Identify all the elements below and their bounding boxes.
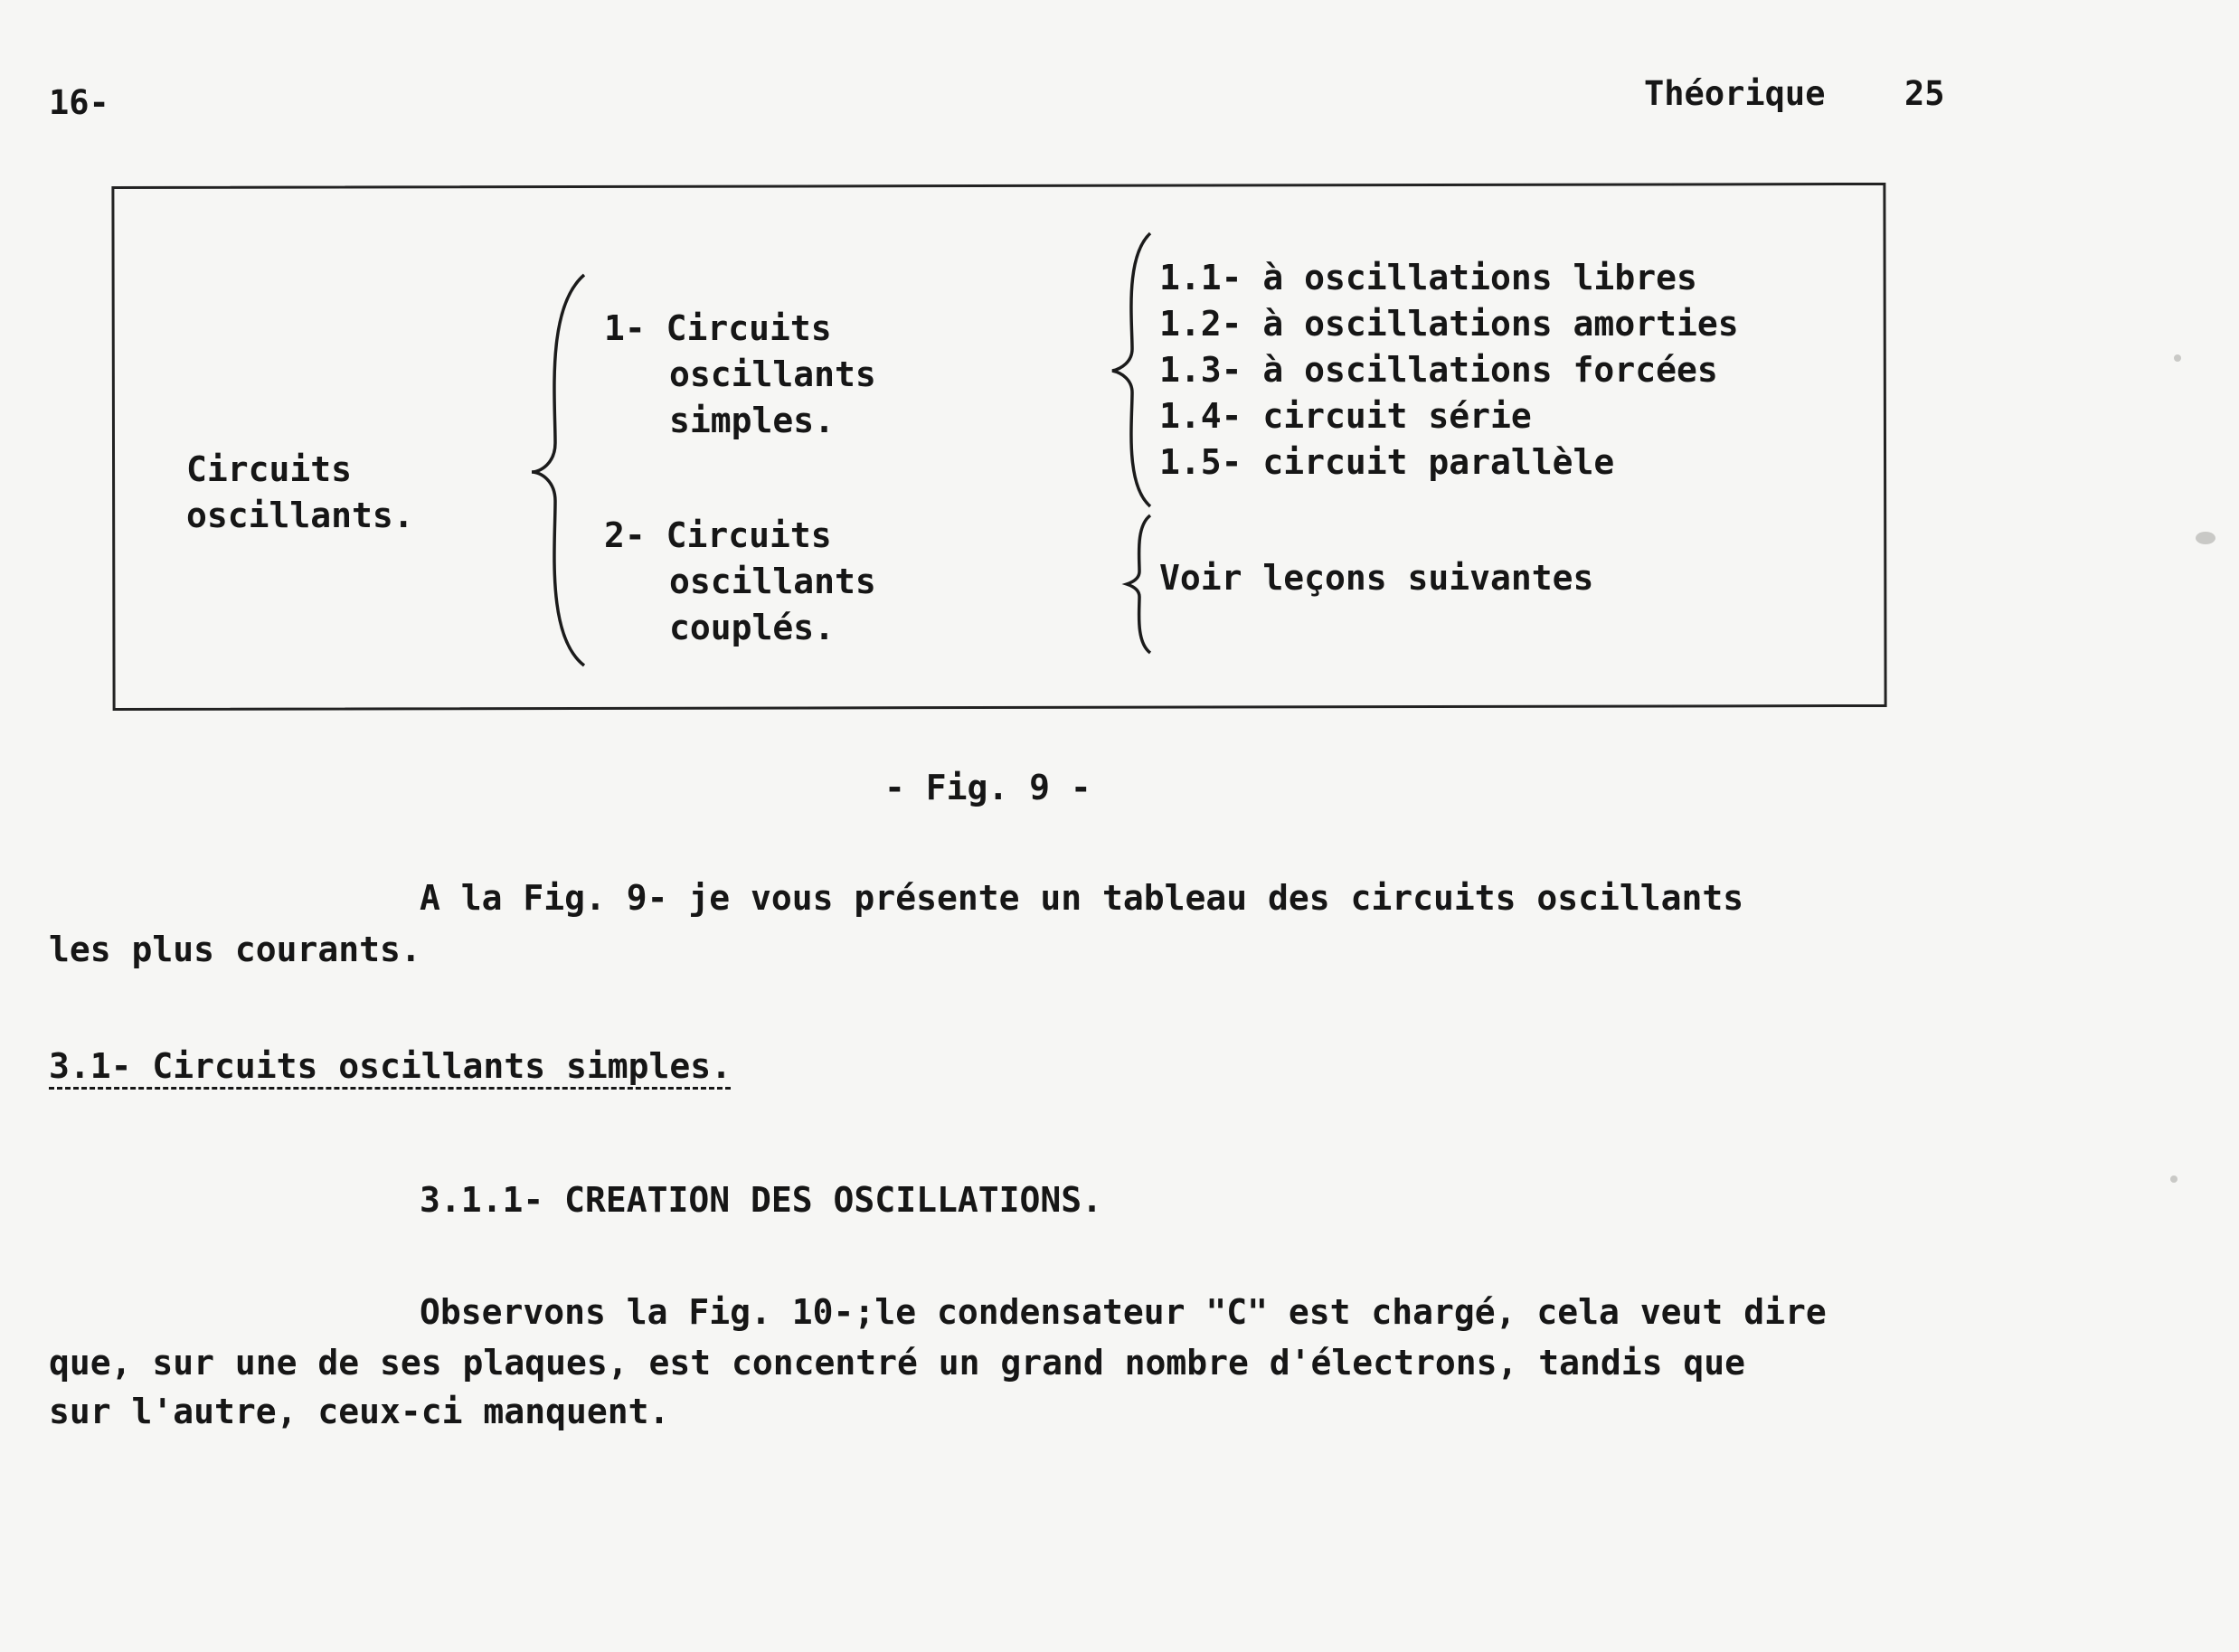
paragraph2-line2: que, sur une de ses plaques, est concentré un grand nombre d'électrons, tandis que xyxy=(49,1343,1745,1383)
section-heading: 3.1- Circuits oscillants simples. xyxy=(49,1046,732,1086)
branch2-line3: couplés. xyxy=(669,608,836,647)
branch1-brace xyxy=(1105,230,1159,510)
branch1-line3: simples. xyxy=(669,401,836,440)
scan-speck xyxy=(2196,532,2215,544)
page-number-left: 16- xyxy=(49,83,109,122)
page-number-right: 25 xyxy=(1904,74,1945,113)
root-label-line2: oscillants. xyxy=(186,496,414,535)
branch1-item-1: 1.1- à oscillations libres xyxy=(1159,258,1697,297)
branch1-item-3: 1.3- à oscillations forcées xyxy=(1159,350,1718,390)
scan-speck xyxy=(2174,354,2181,362)
paragraph1-line2: les plus courants. xyxy=(49,930,421,969)
branch1-line2: oscillants xyxy=(669,354,876,394)
paragraph2-line1: Observons la Fig. 10-;le condensateur "C" est chargé, cela veut dire xyxy=(420,1292,1827,1332)
branch1-item-2: 1.2- à oscillations amorties xyxy=(1159,304,1739,344)
branch2-line1: 2- Circuits xyxy=(604,515,832,555)
figure-caption: - Fig. 9 - xyxy=(884,768,1091,807)
main-brace xyxy=(524,271,597,669)
branch2-line2: oscillants xyxy=(669,562,876,601)
scan-speck xyxy=(2170,1175,2178,1183)
branch2-brace xyxy=(1121,512,1157,656)
paragraph2-line3: sur l'autre, ceux-ci manquent. xyxy=(49,1392,670,1431)
subsection-heading: 3.1.1- CREATION DES OSCILLATIONS. xyxy=(420,1180,1102,1220)
branch1-line1: 1- Circuits xyxy=(604,308,832,348)
branch1-item-4: 1.4- circuit série xyxy=(1159,396,1532,436)
branch1-item-5: 1.5- circuit parallèle xyxy=(1159,442,1615,482)
root-label-line1: Circuits xyxy=(186,449,353,489)
section-title: Théorique xyxy=(1644,74,1826,113)
branch2-note: Voir leçons suivantes xyxy=(1159,558,1594,598)
paragraph1-line1: A la Fig. 9- je vous présente un tableau des circuits oscillants xyxy=(420,878,1744,918)
